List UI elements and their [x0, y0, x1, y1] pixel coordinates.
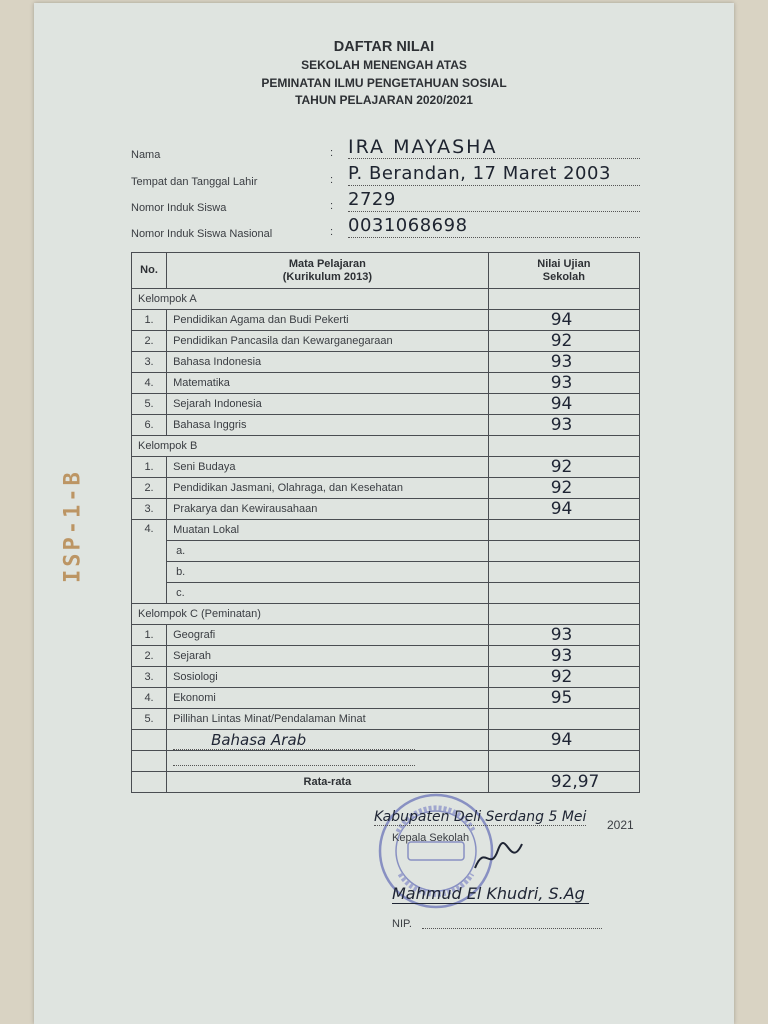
academic-year: TAHUN PELAJARAN 2020/2021	[295, 93, 473, 107]
row-subject: Prakarya dan Kewirausahaan	[167, 499, 489, 520]
nip-dotted-line	[422, 928, 602, 929]
table-row	[132, 373, 640, 394]
sub-item-a: a.	[167, 541, 489, 562]
row-subject: Geografi	[167, 625, 489, 646]
row-score: 92	[488, 457, 639, 478]
header-subject-line1: Mata Pelajaran	[288, 257, 366, 270]
row-subject: Muatan Lokal	[167, 520, 489, 541]
empty-cell	[132, 730, 167, 751]
row-no: 4.	[132, 520, 167, 604]
header-score-line2: Sekolah	[542, 270, 585, 283]
nisn-label: Nomor Induk Siswa Nasional	[131, 228, 273, 240]
header-score-line1: Nilai Ujian	[537, 257, 591, 270]
table-row	[132, 352, 640, 373]
cross-interest-subject: Bahasa Arab	[173, 731, 415, 750]
table-row	[132, 709, 640, 730]
row-score: 95	[488, 688, 639, 709]
row-no: 5.	[132, 394, 167, 415]
signature-place-date	[374, 809, 586, 825]
empty-cell	[488, 436, 639, 457]
header-score	[488, 253, 639, 289]
row-subject: Pendidikan Jasmani, Olahraga, dan Kesehatan	[167, 478, 489, 499]
side-stamp: ISP-1-B	[60, 469, 86, 583]
group-b-label: Kelompok B	[132, 436, 489, 457]
table-row	[132, 625, 640, 646]
grades-table	[131, 252, 640, 793]
group-a-label: Kelompok A	[132, 289, 489, 310]
empty-cell	[488, 604, 639, 625]
colon: :	[330, 147, 334, 159]
table-row	[132, 667, 640, 688]
place-date-text: Kabupaten Deli Serdang 5 Mei	[374, 809, 587, 825]
row-no: 1.	[132, 625, 167, 646]
header-subject	[167, 253, 489, 289]
table-row	[132, 751, 640, 772]
table-row	[132, 415, 640, 436]
table-row	[132, 331, 640, 352]
table-row	[132, 541, 640, 562]
sub-item-c: c.	[167, 583, 489, 604]
row-subject: Matematika	[167, 373, 489, 394]
row-subject: Pendidikan Pancasila dan Kewarganegaraan	[167, 331, 489, 352]
empty-cell	[488, 751, 639, 772]
row-score: 94	[488, 499, 639, 520]
empty-cell	[488, 541, 639, 562]
header-subject-line2: (Kurikulum 2013)	[282, 270, 372, 283]
cross-interest-cell	[167, 730, 489, 751]
row-subject: Bahasa Indonesia	[167, 352, 489, 373]
empty-cell	[132, 751, 167, 772]
blank-entry-cell	[167, 751, 489, 772]
principal-name: Mahmud El Khudri, S.Ag	[392, 884, 589, 904]
row-no: 2.	[132, 331, 167, 352]
table-row	[132, 520, 640, 541]
table-row	[132, 499, 640, 520]
row-score: 93	[488, 373, 639, 394]
nis-label: Nomor Induk Siswa	[131, 202, 227, 214]
row-no: 2.	[132, 646, 167, 667]
dotted-line	[173, 753, 415, 766]
colon: :	[330, 200, 334, 212]
colon: :	[330, 226, 334, 238]
row-score: 93	[488, 646, 639, 667]
cross-interest-score: 94	[488, 730, 639, 751]
row-score: 94	[488, 394, 639, 415]
student-nis: 2729	[348, 189, 640, 212]
sub-item-b: b.	[167, 562, 489, 583]
table-header-row	[132, 253, 640, 289]
average-label: Rata-rata	[167, 772, 489, 793]
row-subject: Sosiologi	[167, 667, 489, 688]
signature-role: Kepala Sekolah	[392, 832, 470, 844]
row-subject: Bahasa Inggris	[167, 415, 489, 436]
row-subject: Pillihan Lintas Minat/Pendalaman Minat	[167, 709, 489, 730]
colon: :	[330, 174, 334, 186]
row-no: 5.	[132, 709, 167, 730]
row-no: 4.	[132, 373, 167, 394]
table-row	[132, 478, 640, 499]
group-row	[132, 436, 640, 457]
row-subject: Sejarah Indonesia	[167, 394, 489, 415]
row-score: 93	[488, 625, 639, 646]
table-row	[132, 562, 640, 583]
group-c-label: Kelompok C (Peminatan)	[132, 604, 489, 625]
table-row	[132, 394, 640, 415]
row-subject: Pendidikan Agama dan Budi Pekerti	[167, 310, 489, 331]
row-subject: Sejarah	[167, 646, 489, 667]
row-subject: Seni Budaya	[167, 457, 489, 478]
row-no: 6.	[132, 415, 167, 436]
table-row	[132, 310, 640, 331]
table-row	[132, 646, 640, 667]
row-score: 92	[488, 478, 639, 499]
table-row	[132, 688, 640, 709]
row-score: 93	[488, 415, 639, 436]
name-label: Nama	[131, 149, 161, 161]
table-row	[132, 730, 640, 751]
document-title: DAFTAR NILAI	[333, 39, 435, 55]
table-row	[132, 583, 640, 604]
row-no: 3.	[132, 499, 167, 520]
row-no: 1.	[132, 310, 167, 331]
row-subject: Ekonomi	[167, 688, 489, 709]
student-birth: P. Berandan, 17 Maret 2003	[348, 163, 640, 186]
row-score: 94	[488, 310, 639, 331]
student-nisn: 0031068698	[348, 215, 640, 238]
row-no: 2.	[132, 478, 167, 499]
signature-year: 2021	[607, 818, 634, 832]
row-no: 3.	[132, 667, 167, 688]
school-name: SEKOLAH MENENGAH ATAS	[301, 58, 467, 72]
signature-scribble-icon	[470, 838, 530, 878]
empty-cell	[132, 772, 167, 793]
program-name: PEMINATAN ILMU PENGETAHUAN SOSIAL	[261, 76, 507, 90]
average-row	[132, 772, 640, 793]
row-score: 92	[488, 331, 639, 352]
table-row	[132, 457, 640, 478]
nip-label: NIP.	[392, 918, 412, 930]
row-no: 3.	[132, 352, 167, 373]
birth-label: Tempat dan Tanggal Lahir	[131, 176, 258, 188]
empty-cell	[488, 583, 639, 604]
empty-cell	[488, 562, 639, 583]
student-name: IRA MAYASHA	[348, 136, 640, 159]
row-no: 1.	[132, 457, 167, 478]
row-no: 4.	[132, 688, 167, 709]
row-score	[488, 709, 639, 730]
empty-cell	[488, 289, 639, 310]
row-score	[488, 520, 639, 541]
group-row	[132, 289, 640, 310]
header-no: No.	[132, 253, 167, 289]
average-score: 92,97	[488, 772, 639, 793]
group-row	[132, 604, 640, 625]
row-score: 92	[488, 667, 639, 688]
row-score: 93	[488, 352, 639, 373]
